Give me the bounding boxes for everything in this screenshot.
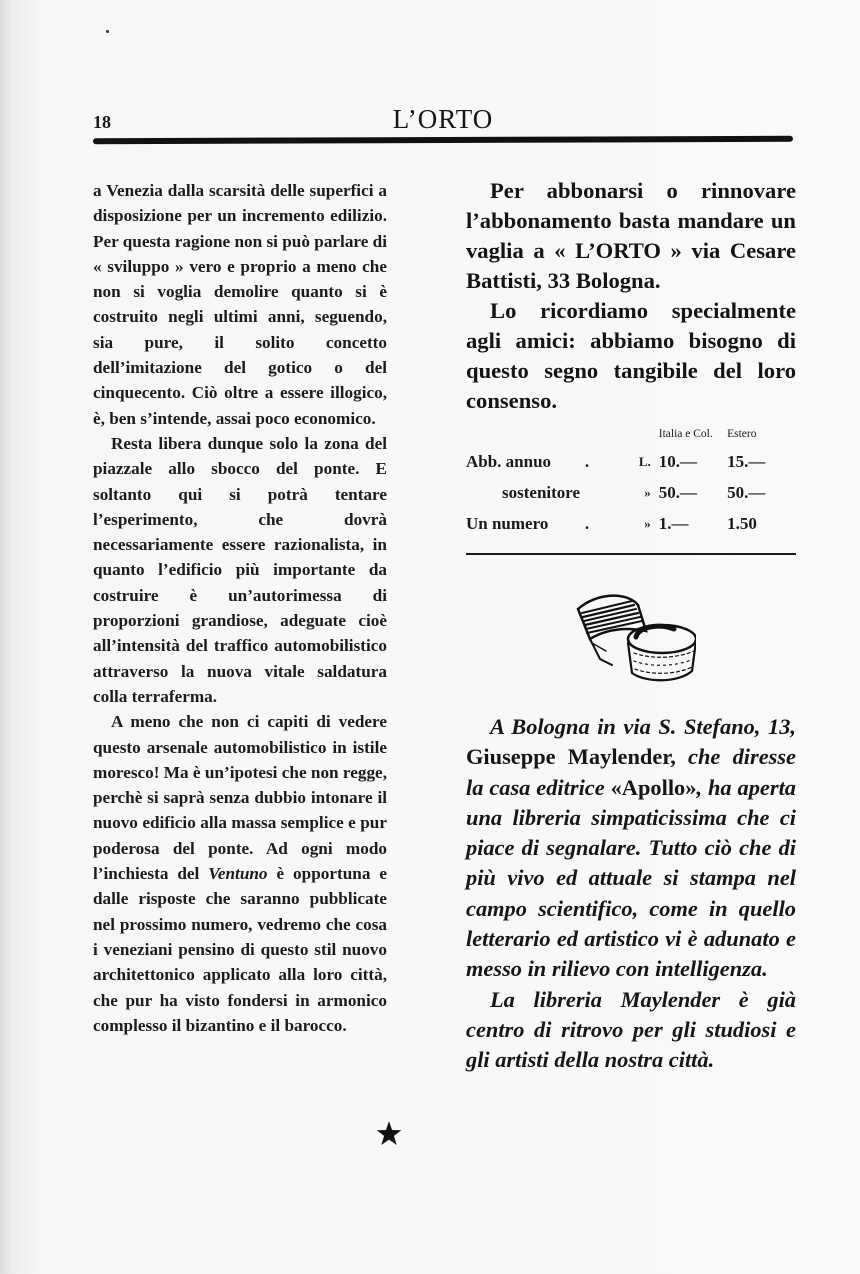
bookshop-address: A Bologna in via S. Stefano, 13, [490,714,796,739]
subscription-notice [466,176,796,416]
page-title: L’ORTO [392,104,494,134]
print-speck [106,30,109,33]
article-text: è opportuna e dalle risposte che saranno pubblicate nel prossimo numero, vedremo che cosa i veneziani pensino di questo stil nuovo architettonico applicato alla loro città, che pur ha visto fondersi in armonico complesso il bizantino e il barocco. [93,864,387,1035]
bookshop-owner: Giuseppe Maylender, [466,744,676,770]
price-italy: 50.— [658,482,697,502]
row-label: Un numero [466,513,549,533]
section-divider [466,553,796,555]
price-abroad: 15.— [727,451,766,471]
table-row [466,446,786,477]
col-header-abroad: Estero [727,428,757,440]
publisher-name: «Apollo» [610,774,697,800]
row-label [466,477,629,508]
table-row [466,477,786,508]
ditto-mark: » [644,515,651,531]
subscription-paragraph: Lo ricordiamo specialmente agli amici: abbiamo bisogno di questo segno tangibile del loro consenso. [466,298,796,413]
price-italy: 1.— [658,513,689,533]
article-column [93,178,387,1038]
price-table-header [466,428,786,446]
header-rule [93,136,793,144]
bookshop-notice [466,712,796,1076]
row-label: Abb. annuo [466,451,552,471]
price-abroad: 1.50 [727,513,757,533]
page-header [93,104,793,138]
star-icon [375,1120,403,1148]
books-illustration [566,587,696,687]
ditto-mark: » [644,484,651,500]
table-row [466,508,786,539]
price-italy: 10.— [658,451,697,471]
row-leader: . [584,513,590,533]
bookshop-paragraph [466,712,796,985]
article-paragraph [93,709,387,1038]
article-paragraph: Resta libera dunque solo la zona del piazzale allo sbocco del ponte. E soltanto qui si potrà tentare l’esperimento, che dovrà necessariamente essere razionalista, in quanto l’edificio più importante da costruire è un’autorimessa di proporzioni grandiose, adeguate cioè all’intensità del traffico automobilistico attraverso la nuova vitale saldatura colla terraferma. [93,433,387,706]
bookshop-text: , ha aperta una libreria simpaticissima che ci piace di segnalare. Tutto ciò che di più vivo ed attuale si stampa nel campo scientifico, come in quello letterario ed artistico vi è adunato e messo in rilievo con intelligenza. [466,774,796,982]
currency-mark: L. [638,453,651,469]
bookshop-text: che diresse la casa editrice [466,744,796,800]
col-header-italy: Italia e Col. [658,428,713,440]
page-number: 18 [93,112,111,132]
price-abroad: 50.— [727,482,766,502]
article-paragraph: a Venezia dalla scarsità delle superfici a disposizione per un incremento edilizio. Per questa ragione non si può parlare di « sviluppo » vero e proprio a meno che non si voglia demolire quanto si è costruito negli ultimi anni, seguendo, sia pure, il solito concetto dell’imitazione del gotico o del cinquecento. Ciò oltre a essere illogico, è, ben s’intende, assai poco economico. [93,181,387,428]
subscription-paragraph: Per abbonarsi o rinnovare l’abbonamento basta mandare un vaglia a « L’ORTO » via Cesare Battisti, 33 Bologna. [466,178,796,293]
article-text: A meno che non ci capiti di vedere questo arsenale automobilistico in istile moresco! Ma è un’ipotesi che non regge, perchè si saprà senza dubbio intonare il nuovo edificio alla massa semplice e pur poderosa del ponte. Ad ogni modo l’inchiesta del [93,712,387,884]
price-table [466,428,786,539]
bookshop-paragraph: La libreria Maylender è già centro di ritrovo per gli studiosi e gli artisti della nostra città. [466,986,796,1073]
publication-name: Ventuno [208,864,268,884]
sidebar-column [466,178,796,1076]
row-leader: . [584,451,590,471]
row-label-text: sostenitore [502,482,581,502]
